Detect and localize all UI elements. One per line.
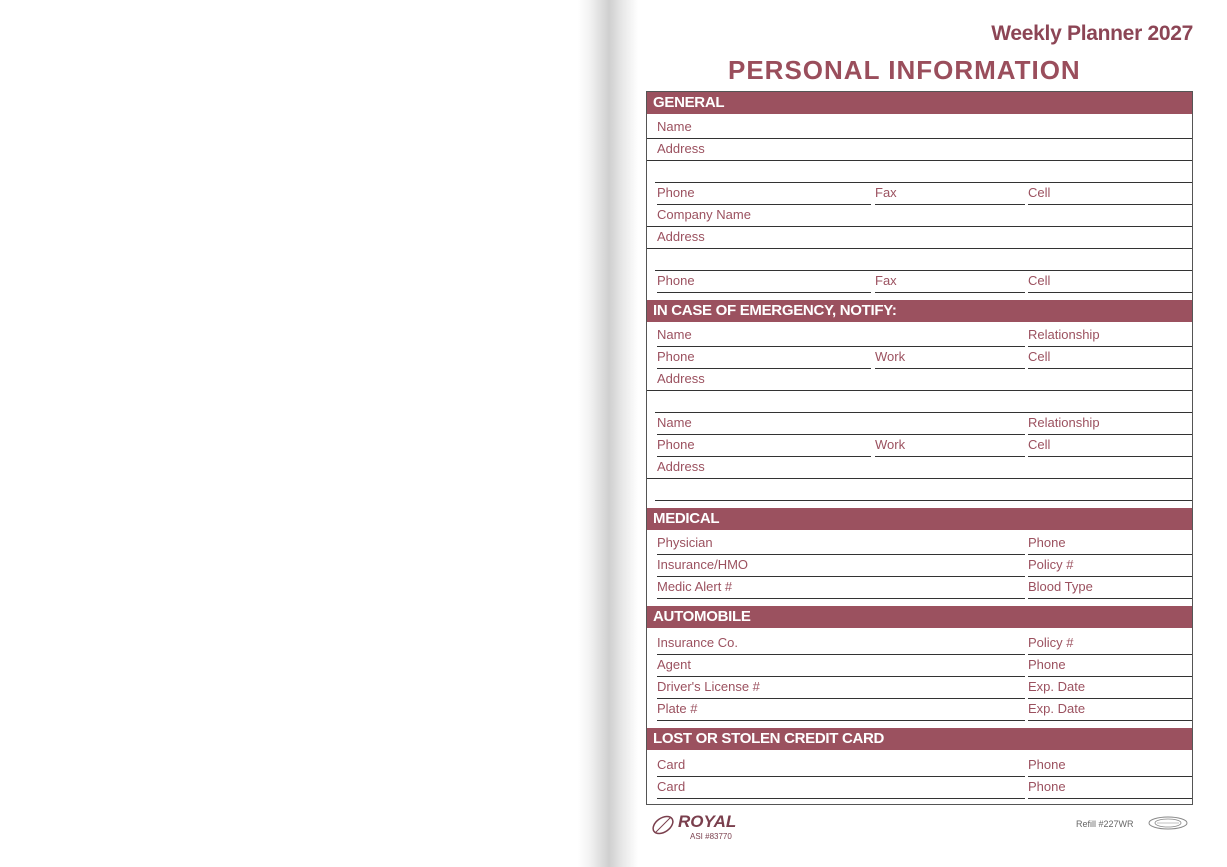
medic-alert-row[interactable] — [647, 576, 1192, 598]
insurance-co-label: Insurance Co. — [657, 635, 738, 650]
address-label: Address — [657, 229, 705, 244]
exp-date-label: Exp. Date — [1028, 701, 1086, 716]
phone-line — [657, 292, 871, 293]
physician-label: Physician — [657, 535, 713, 550]
plate-line — [657, 720, 1025, 721]
name-label: Name — [657, 415, 692, 430]
general-name-row[interactable] — [647, 116, 1192, 139]
cell-label: Cell — [1028, 437, 1051, 452]
planner-title: Weekly Planner 2027 — [991, 22, 1193, 45]
emergency-2-phone-row[interactable] — [647, 434, 1192, 456]
medic-alert-label: Medic Alert # — [657, 579, 733, 594]
section-header-medical: MEDICAL — [647, 508, 1192, 530]
union-seal-icon — [1148, 815, 1188, 831]
company-address-row[interactable] — [647, 226, 1192, 249]
section-header-emergency: IN CASE OF EMERGENCY, NOTIFY: — [647, 300, 1192, 322]
section-header-automobile: AUTOMOBILE — [647, 606, 1192, 628]
phone-label: Phone — [657, 437, 695, 452]
company-address-line-2[interactable] — [655, 248, 1192, 271]
drivers-license-label: Driver's License # — [657, 679, 760, 694]
insurance-hmo-label: Insurance/HMO — [657, 557, 749, 572]
insurance-hmo-row[interactable] — [647, 554, 1192, 576]
name-label: Name — [657, 119, 692, 134]
section-header-general: GENERAL — [647, 92, 1192, 114]
card-line — [657, 798, 1025, 799]
fax-label: Fax — [875, 273, 897, 288]
refill-number: Refill #227WR — [1076, 819, 1134, 829]
cell-label: Cell — [1028, 185, 1051, 200]
planner-page — [640, 0, 1227, 867]
page-title: PERSONAL INFORMATION — [728, 55, 1081, 85]
relationship-label: Relationship — [1028, 327, 1100, 342]
phone-label: Phone — [1028, 779, 1066, 794]
fax-line — [875, 292, 1025, 293]
phone-label: Phone — [1028, 657, 1066, 672]
general-address-line-2[interactable] — [655, 160, 1192, 183]
emergency-1-name-row[interactable] — [647, 324, 1192, 346]
cell-line — [1028, 292, 1192, 293]
policy-label: Policy # — [1028, 557, 1074, 572]
policy-label: Policy # — [1028, 635, 1074, 650]
address-label: Address — [657, 371, 705, 386]
royal-logo — [650, 812, 737, 841]
address-label: Address — [657, 141, 705, 156]
phone-label: Phone — [1028, 535, 1066, 550]
emergency-2-name-row[interactable] — [647, 412, 1192, 434]
royal-leaf-icon — [650, 812, 676, 838]
emergency-2-address-line-2[interactable] — [655, 478, 1192, 501]
exp-date-label: Exp. Date — [1028, 679, 1086, 694]
address-label: Address — [657, 459, 705, 474]
personal-info-form — [646, 91, 1193, 805]
phone-line — [1028, 798, 1192, 799]
cell-label: Cell — [1028, 349, 1051, 364]
work-label: Work — [875, 437, 906, 452]
phone-label: Phone — [657, 185, 695, 200]
phone-label: Phone — [657, 273, 695, 288]
insurance-co-row[interactable] — [647, 632, 1192, 654]
book-spine-shadow — [578, 0, 638, 867]
plate-label: Plate # — [657, 701, 698, 716]
plate-row[interactable] — [647, 698, 1192, 720]
emergency-1-phone-row[interactable] — [647, 346, 1192, 368]
relationship-label: Relationship — [1028, 415, 1100, 430]
card-1-row[interactable] — [647, 754, 1192, 776]
emergency-1-address-row[interactable] — [647, 368, 1192, 391]
card-label: Card — [657, 757, 686, 772]
company-name-row[interactable] — [647, 204, 1192, 227]
company-phone-row[interactable] — [647, 270, 1192, 292]
blood-type-label: Blood Type — [1028, 579, 1093, 594]
fax-label: Fax — [875, 185, 897, 200]
phone-label: Phone — [657, 349, 695, 364]
card-label: Card — [657, 779, 686, 794]
medic-alert-line — [657, 598, 1025, 599]
work-label: Work — [875, 349, 906, 364]
brand-name: ROYAL — [678, 812, 737, 831]
exp-date-line — [1028, 720, 1192, 721]
physician-row[interactable] — [647, 532, 1192, 554]
general-phone-row[interactable] — [647, 182, 1192, 204]
agent-label: Agent — [657, 657, 691, 672]
emergency-2-address-row[interactable] — [647, 456, 1192, 479]
company-name-label: Company Name — [657, 207, 751, 222]
phone-label: Phone — [1028, 757, 1066, 772]
cell-label: Cell — [1028, 273, 1051, 288]
agent-row[interactable] — [647, 654, 1192, 676]
emergency-1-address-line-2[interactable] — [655, 390, 1192, 413]
general-address-row[interactable] — [647, 138, 1192, 161]
drivers-license-row[interactable] — [647, 676, 1192, 698]
blood-type-line — [1028, 598, 1192, 599]
name-label: Name — [657, 327, 692, 342]
section-header-lost-card: LOST OR STOLEN CREDIT CARD — [647, 728, 1192, 750]
asi-number: ASI #83770 — [690, 832, 732, 841]
card-2-row[interactable] — [647, 776, 1192, 798]
